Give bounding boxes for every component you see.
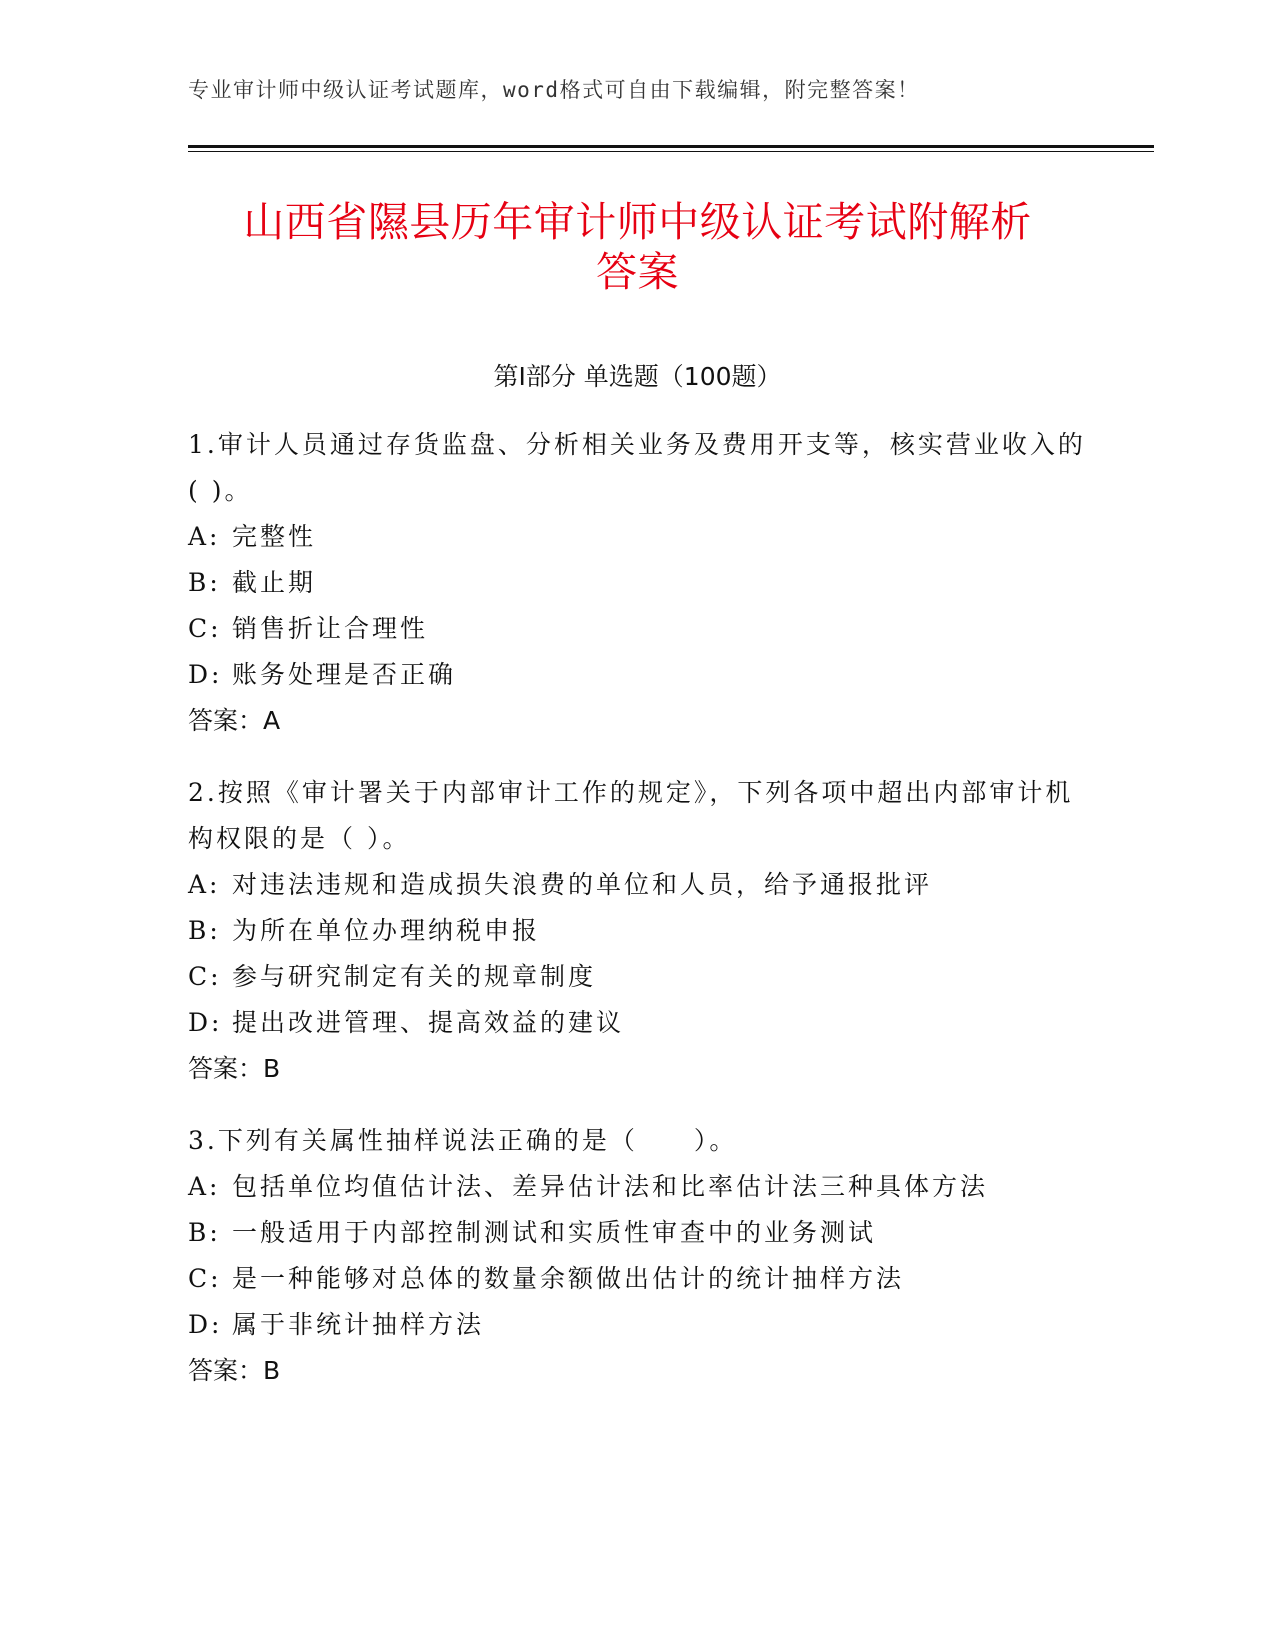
- question-stem: 3.下列有关属性抽样说法正确的是（ ）。: [188, 1126, 738, 1155]
- option-a: [188, 514, 1088, 560]
- option-letter: D:: [188, 660, 223, 689]
- option-c: [188, 1256, 1088, 1302]
- document-title-line2: 答案: [596, 248, 679, 296]
- option-letter: A:: [188, 870, 221, 899]
- option-letter: B:: [188, 916, 221, 945]
- question-2: [188, 770, 1088, 1092]
- answer: 答案：A: [188, 706, 281, 735]
- option-text: 是一种能够对总体的数量余额做出估计的统计抽样方法: [232, 1264, 905, 1293]
- header-divider-thin: [188, 151, 1154, 152]
- option-d: [188, 1000, 1088, 1046]
- option-text: 提出改进管理、提高效益的建议: [232, 1008, 625, 1037]
- document-title-line1: 山西省隰县历年审计师中级认证考试附解析: [243, 198, 1032, 246]
- header-note: 专业审计师中级认证考试题库，word格式可自由下载编辑，附完整答案！: [188, 78, 920, 102]
- option-d: [188, 1302, 1088, 1348]
- option-letter: C:: [188, 1264, 222, 1293]
- header-divider-thick: [188, 145, 1154, 148]
- option-letter: A:: [188, 522, 221, 551]
- document-title: [150, 197, 1125, 297]
- question-3: [188, 1118, 1088, 1394]
- option-letter: C:: [188, 614, 222, 643]
- option-text: 一般适用于内部控制测试和实质性审查中的业务测试: [232, 1218, 877, 1247]
- option-b: [188, 908, 1088, 954]
- option-text: 截止期: [232, 568, 317, 597]
- question-1: [188, 422, 1088, 744]
- question-stem: 2.按照《审计署关于内部审计工作的规定》，下列各项中超出内部审计机构权限的是（ ）。: [188, 778, 1074, 853]
- option-c: [188, 954, 1088, 1000]
- option-b: [188, 1210, 1088, 1256]
- option-letter: B:: [188, 1218, 221, 1247]
- option-text: 账务处理是否正确: [232, 660, 457, 689]
- option-letter: C:: [188, 962, 222, 991]
- option-text: 包括单位均值估计法、差异估计法和比率估计法三种具体方法: [232, 1172, 989, 1201]
- option-c: [188, 606, 1088, 652]
- option-letter: B:: [188, 568, 221, 597]
- option-a: [188, 862, 1088, 908]
- option-letter: D:: [188, 1310, 223, 1339]
- option-b: [188, 560, 1088, 606]
- option-text: 销售折让合理性: [232, 614, 429, 643]
- option-letter: D:: [188, 1008, 223, 1037]
- option-text: 参与研究制定有关的规章制度: [232, 962, 597, 991]
- answer: 答案：B: [188, 1054, 281, 1083]
- option-text: 对违法违规和造成损失浪费的单位和人员，给予通报批评: [232, 870, 933, 899]
- option-text: 属于非统计抽样方法: [232, 1310, 485, 1339]
- option-letter: A:: [188, 1172, 221, 1201]
- option-d: [188, 652, 1088, 698]
- answer: 答案：B: [188, 1356, 281, 1385]
- question-stem: 1.审计人员通过存货监盘、分析相关业务及费用开支等，核实营业收入的( )。: [188, 430, 1086, 505]
- option-text: 为所在单位办理纳税申报: [232, 916, 541, 945]
- option-a: [188, 1164, 1088, 1210]
- option-text: 完整性: [232, 522, 317, 551]
- section-heading: 第Ⅰ部分 单选题（100题）: [493, 362, 782, 391]
